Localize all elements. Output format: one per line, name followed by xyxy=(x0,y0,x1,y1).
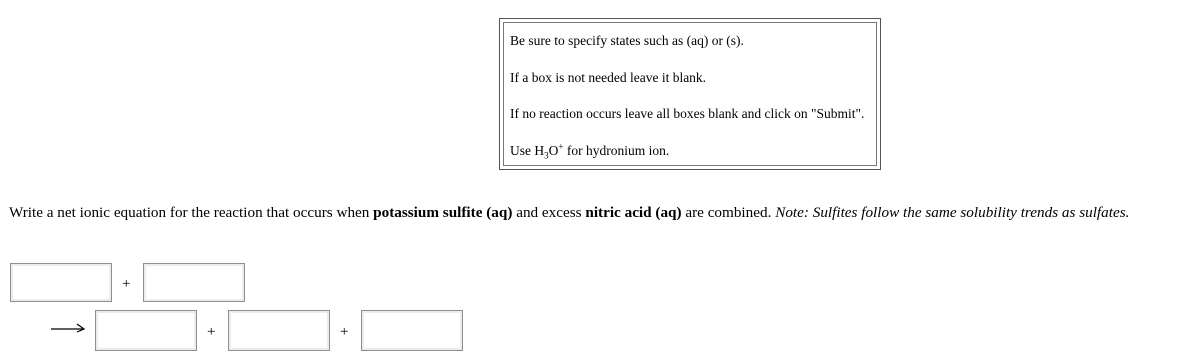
hydronium-o: O xyxy=(548,143,559,158)
hydronium-suffix: for hydronium ion. xyxy=(563,143,670,158)
question-part3: are combined. xyxy=(681,204,776,221)
instruction-states: Be sure to specify states such as (aq) or (s). xyxy=(510,33,744,48)
reaction-arrow-icon xyxy=(50,321,86,333)
instructions-box xyxy=(499,18,881,170)
hydronium-subscript: 3 xyxy=(544,150,549,161)
instruction-blank-box: If a box is not needed leave it blank. xyxy=(510,70,707,85)
product-plus-1: + xyxy=(207,324,216,340)
product-plus-2: + xyxy=(340,324,349,340)
hydronium-superscript: + xyxy=(558,141,564,152)
question-part1: Write a net ionic equation for the reaction that occurs when xyxy=(9,204,374,221)
product-box-2[interactable] xyxy=(228,310,330,351)
reactant-box-2[interactable] xyxy=(143,263,245,302)
reactant-plus: + xyxy=(122,276,131,292)
question-reactant2: nitric acid (aq) xyxy=(585,204,682,221)
question-reactant1: potassium sulfite (aq) xyxy=(373,204,513,221)
question-text xyxy=(9,203,1129,223)
reactant-box-1[interactable] xyxy=(10,263,112,302)
instructions-inner xyxy=(503,22,877,166)
instruction-hydronium xyxy=(510,143,669,159)
instruction-no-reaction: If no reaction occurs leave all boxes blank and click on "Submit". xyxy=(510,106,865,121)
product-box-3[interactable] xyxy=(361,310,463,351)
question-note: Note: Sulfites follow the same solubility trends as sulfates. xyxy=(775,204,1130,221)
hydronium-prefix: Use H xyxy=(510,143,545,158)
question-part2: and excess xyxy=(512,204,586,221)
product-box-1[interactable] xyxy=(95,310,197,351)
